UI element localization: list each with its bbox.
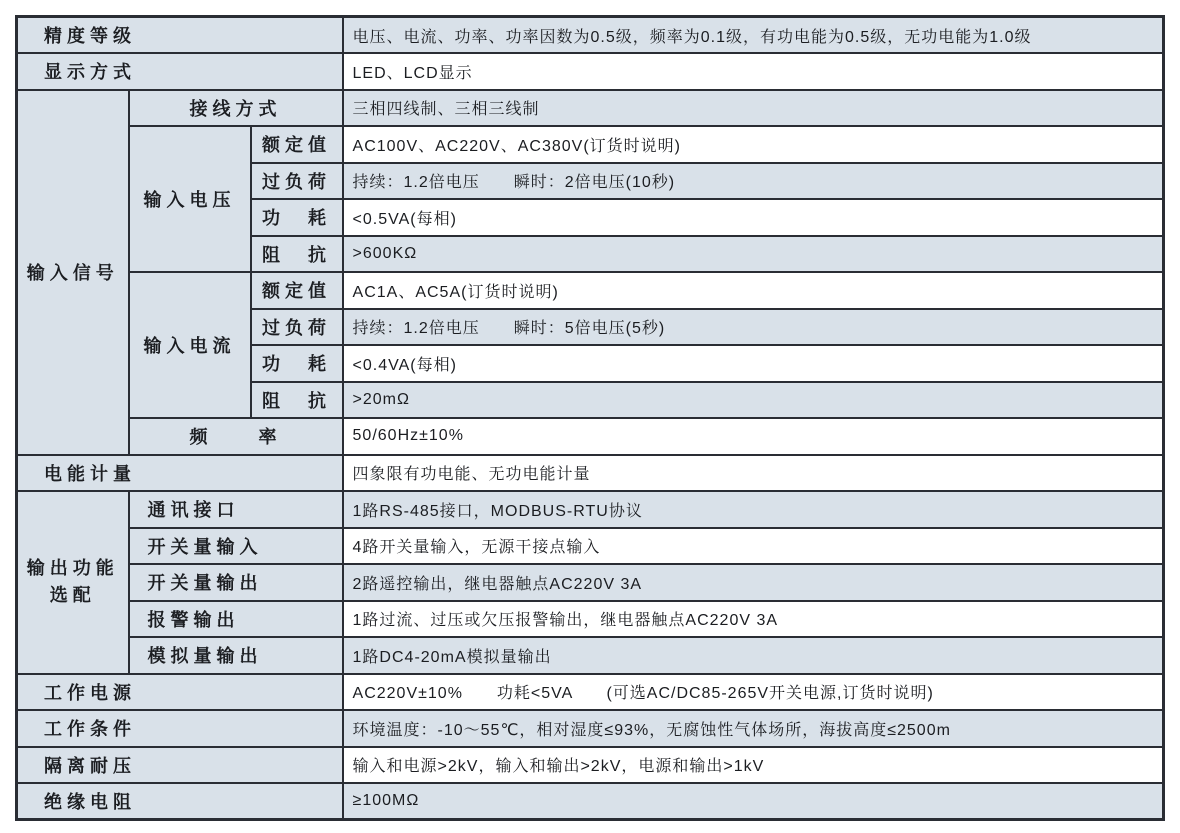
current-rated-label: 额定值 bbox=[251, 272, 343, 309]
row-wiring bbox=[17, 90, 1164, 127]
output-options-label-line2: 选配 bbox=[49, 585, 96, 606]
frequency-label: 频 率 bbox=[129, 418, 343, 455]
power-supply-label: 工作电源 bbox=[17, 674, 343, 711]
voltage-consumption-value: <0.5VA(每相) bbox=[343, 199, 1164, 236]
insulation-resistance-label: 绝缘电阻 bbox=[17, 783, 343, 820]
current-rated-value: AC1A、AC5A(订货时说明) bbox=[343, 272, 1164, 309]
voltage-overload-value: 持续：1.2倍电压 瞬时：2倍电压(10秒) bbox=[343, 163, 1164, 200]
row-analog-output bbox=[17, 637, 1164, 674]
current-consumption-label: 功 耗 bbox=[251, 345, 343, 382]
row-display bbox=[17, 53, 1164, 90]
row-alarm-output bbox=[17, 601, 1164, 638]
accuracy-value: 电压、电流、功率、功率因数为0.5级，频率为0.1级，有功电能为0.5级，无功电能为1.0级 bbox=[343, 17, 1164, 54]
alarm-output-label: 报警输出 bbox=[129, 601, 343, 638]
alarm-output-value: 1路过流、过压或欠压报警输出，继电器触点AC220V 3A bbox=[343, 601, 1164, 638]
voltage-consumption-label: 功 耗 bbox=[251, 199, 343, 236]
comm-port-label: 通讯接口 bbox=[129, 491, 343, 528]
row-frequency bbox=[17, 418, 1164, 455]
isolation-voltage-value: 输入和电源>2kV，输入和输出>2kV，电源和输出>1kV bbox=[343, 747, 1164, 784]
energy-metering-value: 四象限有功电能、无功电能计量 bbox=[343, 455, 1164, 492]
output-options-group-label bbox=[17, 491, 129, 674]
analog-output-value: 1路DC4-20mA模拟量输出 bbox=[343, 637, 1164, 674]
voltage-impedance-label: 阻 抗 bbox=[251, 236, 343, 273]
switch-output-value: 2路遥控输出，继电器触点AC220V 3A bbox=[343, 564, 1164, 601]
analog-output-label: 模拟量输出 bbox=[129, 637, 343, 674]
current-consumption-value: <0.4VA(每相) bbox=[343, 345, 1164, 382]
insulation-resistance-value: ≥100MΩ bbox=[343, 783, 1164, 820]
voltage-rated-value: AC100V、AC220V、AC380V(订货时说明) bbox=[343, 126, 1164, 163]
row-switch-output bbox=[17, 564, 1164, 601]
voltage-impedance-value: >600KΩ bbox=[343, 236, 1164, 273]
voltage-rated-label: 额定值 bbox=[251, 126, 343, 163]
display-value: LED、LCD显示 bbox=[343, 53, 1164, 90]
row-insulation-resistance bbox=[17, 783, 1164, 820]
spec-table bbox=[15, 15, 1165, 821]
switch-input-value: 4路开关量输入，无源干接点输入 bbox=[343, 528, 1164, 565]
input-signal-group-label: 输入信号 bbox=[17, 90, 129, 455]
row-power-supply bbox=[17, 674, 1164, 711]
current-impedance-value: >20mΩ bbox=[343, 382, 1164, 419]
switch-input-label: 开关量输入 bbox=[129, 528, 343, 565]
row-working-conditions bbox=[17, 710, 1164, 747]
row-comm-port bbox=[17, 491, 1164, 528]
comm-port-value: 1路RS-485接口，MODBUS-RTU协议 bbox=[343, 491, 1164, 528]
working-conditions-label: 工作条件 bbox=[17, 710, 343, 747]
row-accuracy bbox=[17, 17, 1164, 54]
row-isolation-voltage bbox=[17, 747, 1164, 784]
row-energy-metering bbox=[17, 455, 1164, 492]
current-overload-label: 过负荷 bbox=[251, 309, 343, 346]
display-label: 显示方式 bbox=[17, 53, 343, 90]
current-overload-value: 持续：1.2倍电压 瞬时：5倍电压(5秒) bbox=[343, 309, 1164, 346]
row-current-rated bbox=[17, 272, 1164, 309]
output-options-label-line1: 输出功能 bbox=[26, 558, 119, 579]
input-voltage-group-label: 输入电压 bbox=[129, 126, 251, 272]
wiring-label: 接线方式 bbox=[129, 90, 343, 127]
isolation-voltage-label: 隔离耐压 bbox=[17, 747, 343, 784]
input-current-group-label: 输入电流 bbox=[129, 272, 251, 418]
energy-metering-label: 电能计量 bbox=[17, 455, 343, 492]
power-supply-value: AC220V±10% 功耗<5VA (可选AC/DC85-265V开关电源,订货时说明) bbox=[343, 674, 1164, 711]
switch-output-label: 开关量输出 bbox=[129, 564, 343, 601]
voltage-overload-label: 过负荷 bbox=[251, 163, 343, 200]
working-conditions-value: 环境温度：-10～55℃，相对湿度≤93%，无腐蚀性气体场所，海拔高度≤2500m bbox=[343, 710, 1164, 747]
accuracy-label: 精度等级 bbox=[17, 17, 343, 54]
row-switch-input bbox=[17, 528, 1164, 565]
frequency-value: 50/60Hz±10% bbox=[343, 418, 1164, 455]
current-impedance-label: 阻 抗 bbox=[251, 382, 343, 419]
row-voltage-rated bbox=[17, 126, 1164, 163]
wiring-value: 三相四线制、三相三线制 bbox=[343, 90, 1164, 127]
